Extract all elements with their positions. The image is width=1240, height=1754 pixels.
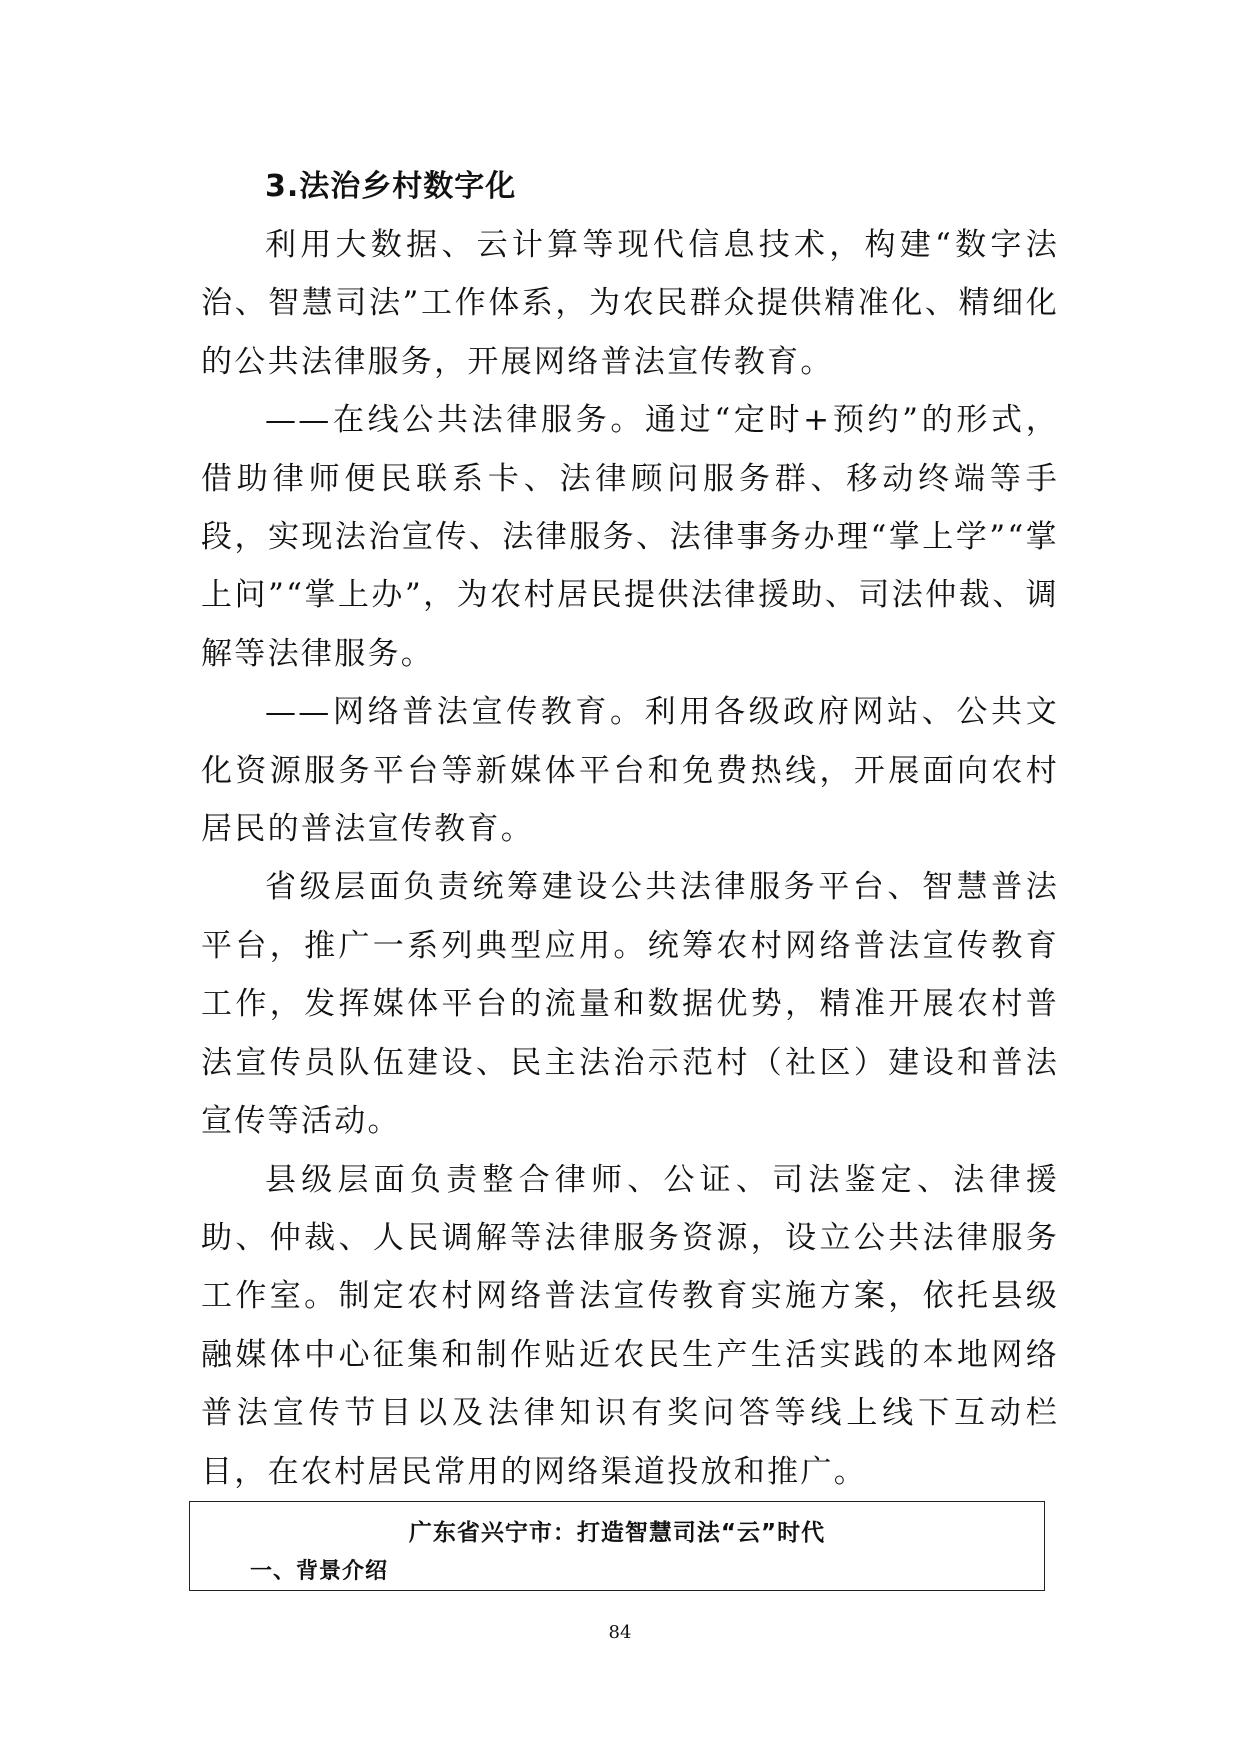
case-study-title: 广东省兴宁市：打造智慧司法“云”时代 <box>408 1520 826 1546</box>
case-study-subheading: 一、背景介绍 <box>250 1559 389 1584</box>
case-study-box <box>189 1501 1045 1591</box>
paragraph-intro: 利用大数据、云计算等现代信息技术，构建“数字法治、智慧司法”工作体系，为农民群众提供精准化、精细化的公共法律服务，开展网络普法宣传教育。 <box>201 227 1059 380</box>
paragraph-provincial-level: 省级层面负责统筹建设公共法律服务平台、智慧普法平台，推广一系列典型应用。统筹农村网络普法宣传教育工作，发挥媒体平台的流量和数据优势，精准开展农村普法宣传员队伍建设、民主法治示范村（社区）建设和普法宣传等活动。 <box>201 869 1059 1140</box>
page-number: 84 <box>608 1622 632 1643</box>
paragraph-online-legal-service: ——在线公共法律服务。通过“定时+预约”的形式，借助律师便民联系卡、法律顾问服务群、移动终端等手段，实现法治宣传、法律服务、法律事务办理“掌上学”“掌上问”“掌上办”，为农村居民提供法律援助、司法仲裁、调解等法律服务。 <box>201 402 1059 672</box>
main-content <box>201 158 1059 1501</box>
paragraph-online-legal-education: ——网络普法宣传教育。利用各级政府网站、公共文化资源服务平台等新媒体平台和免费热线，开展面向农村居民的普法宣传教育。 <box>201 694 1059 848</box>
section-heading: 3.法治乡村数字化 <box>265 169 517 204</box>
paragraph-county-level: 县级层面负责整合律师、公证、司法鉴定、法律援助、仲裁、人民调解等法律服务资源，设立公共法律服务工作室。制定农村网络普法宣传教育实施方案，依托县级融媒体中心征集和制作贴近农民生产生活实践的本地网络普法宣传节目以及法律知识有奖问答等线上线下互动栏目，在农村居民常用的网络渠道投放和推广。 <box>201 1161 1059 1490</box>
